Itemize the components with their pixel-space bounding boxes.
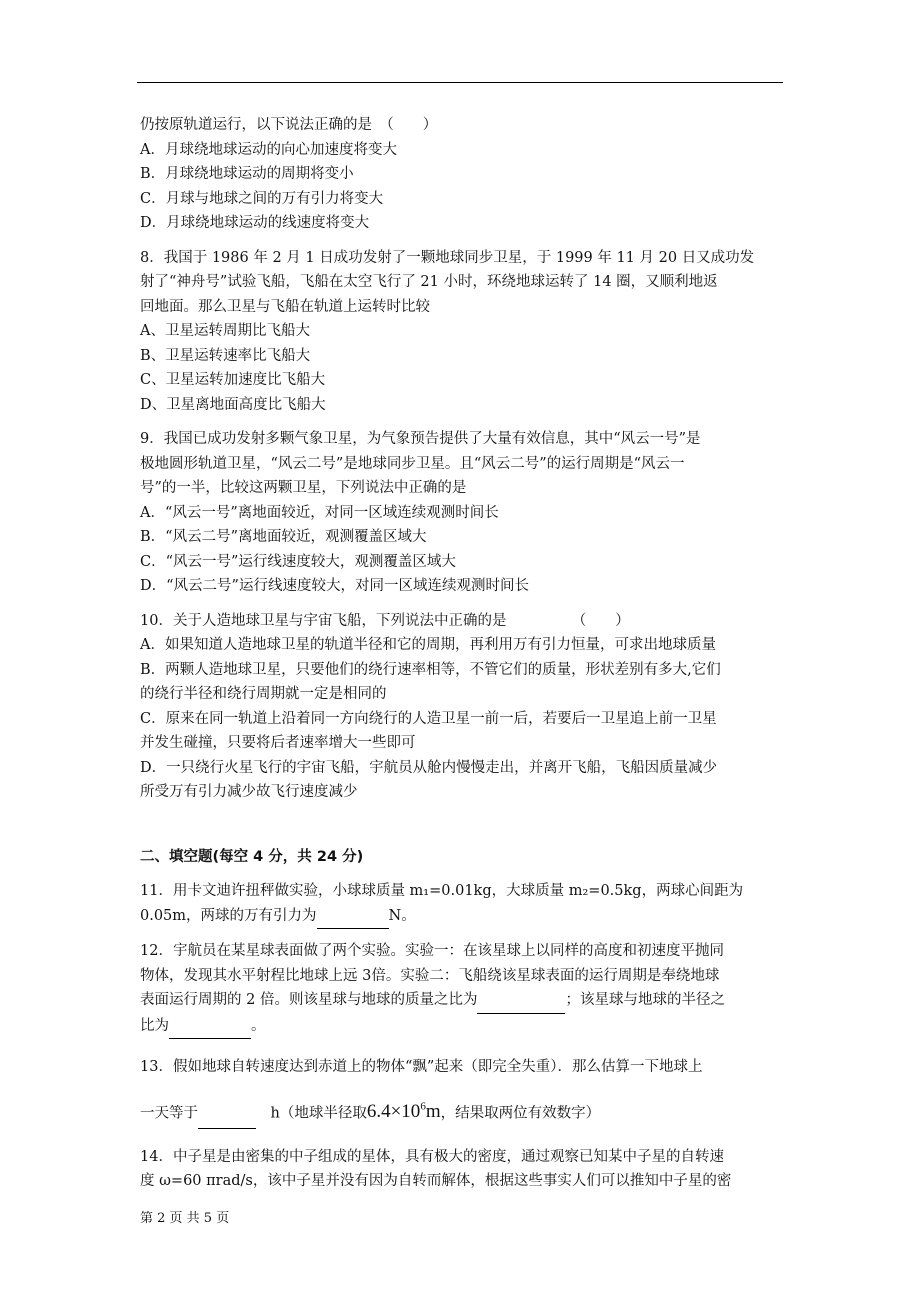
question-text-line — [140, 1092, 786, 1129]
answer-blank[interactable] — [477, 988, 565, 1014]
question-text-line: 射了“神舟号”试验飞船，飞船在太空飞行了 21 小时，环绕地球运转了 14 圈，又顺利地返 — [140, 274, 718, 290]
question-text-line: 12．宇航员在某星球表面做了两个实验。实验一：在该星球上以同样的高度和初速度平抛同 — [140, 943, 724, 959]
option-d: D．一只绕行火星飞行的宇宙飞船，宇航员从舱内慢慢走出，并离开飞船，飞船因质量减少 — [140, 759, 718, 776]
question-8 — [140, 246, 786, 418]
question-text: h（地球半径取 — [256, 1104, 367, 1121]
option-d-cont: 所受万有引力减少故飞行速度减少 — [140, 784, 358, 800]
question-text: 比为 — [140, 1017, 169, 1034]
question-text: 0.05m，两球的万有引力为 — [140, 907, 317, 924]
option-b: B．月球绕地球运动的周期将变小 — [140, 166, 354, 182]
question-12 — [140, 939, 786, 1039]
header-rule — [137, 82, 783, 83]
question-stem: 仍按原轨道运行，以下说法正确的是 （ ） — [140, 117, 438, 133]
option-d: D、卫星离地面高度比飞船大 — [140, 396, 326, 413]
option-b-cont: 的绕行半径和绕行周期就一定是相同的 — [140, 686, 387, 702]
section-title: 二、填空题(每空 4 分，共 24 分) — [140, 848, 364, 865]
question-13 — [140, 1055, 786, 1129]
option-c: C．月球与地球之间的万有引力将变大 — [140, 190, 384, 207]
page-footer: 第 2 页 共 5 页 — [140, 1211, 230, 1226]
question-text: 表面运行周期的 2 倍。则该星球与地球的质量之比为 — [140, 992, 478, 1008]
option-b: B．“风云二号”离地面较近，观测覆盖区域大 — [140, 529, 427, 545]
option-b: B．两颗人造地球卫星，只要他们的绕行速率相等，不管它们的质量，形状差别有多大,它们 — [140, 661, 721, 678]
option-d: D．“风云二号”运行线速度较大，对同一区域连续观测时间长 — [140, 578, 529, 594]
question-9 — [140, 427, 786, 599]
question-text: 一天等于 — [140, 1104, 198, 1121]
question-text-line: 极地圆形轨道卫星，“风云二号”是地球同步卫星。且“风云二号”的运行周期是“风云一 — [140, 455, 685, 472]
option-a: A．“风云一号”离地面较近，对同一区域连续观测时间长 — [140, 504, 499, 521]
question-text-line: 13．假如地球自转速度达到赤道上的物体“飘”起来（即完全失重）．那么估算一下地球上 — [140, 1059, 703, 1075]
option-c: C．“风云一号”运行线速度较大，观测覆盖区域大 — [140, 553, 456, 570]
question-text-line: 号”的一半，比较这两颗卫星，下列说法中正确的是 — [140, 480, 467, 496]
exam-page — [140, 113, 786, 1194]
question-14 — [140, 1145, 786, 1194]
option-c: C、卫星运转加速度比飞船大 — [140, 372, 326, 388]
question-text-line: 14．中子星是由密集的中子组成的星体，具有极大的密度，通过观察已知某中子星的自转速 — [140, 1148, 724, 1165]
unit-text: N。 — [388, 907, 416, 924]
question-7-tail — [140, 113, 786, 236]
option-b: B、卫星运转速率比飞船大 — [140, 347, 311, 364]
question-text-line: 8．我国于 1986 年 2 月 1 日成功发射了一颗地球同步卫星，于 1999 年 11 月 20 日又成功发 — [140, 249, 755, 266]
question-text-line: 回地面。那么卫星与飞船在轨道上运转时比较 — [140, 298, 430, 315]
question-text: ；该星球与地球的半径之 — [565, 992, 725, 1008]
answer-blank[interactable] — [169, 1014, 251, 1040]
answer-blank[interactable] — [317, 904, 389, 930]
question-text: 。 — [251, 1017, 266, 1034]
question-text-line: 9．我国已成功发射多颗气象卫星，为气象预告提供了大量有效信息，其中“风云一号”是 — [140, 431, 701, 447]
answer-blank[interactable] — [198, 1098, 256, 1129]
question-text: ，结果取两位有效数字） — [440, 1104, 601, 1121]
question-10 — [140, 609, 786, 805]
question-text-line: 度 ω=60 πrad/s，该中子星并没有因为自转而解体，根据这些事实人们可以推知中子星的密 — [140, 1173, 732, 1190]
option-a: A、卫星运转周期比飞船大 — [140, 323, 310, 339]
option-d: D．月球绕地球运动的线速度将变大 — [140, 215, 370, 231]
question-text-line — [140, 1014, 786, 1040]
question-text-line: 物体，发现其水平射程比地球上远 3倍。实验二：飞船绕该星球表面的运行周期是奉绕地球 — [140, 967, 720, 984]
option-c-cont: 并发生碰撞，只要将后者速率增大一些即可 — [140, 735, 416, 751]
earth-radius-formula: $6.4\times 10^6m$ — [366, 1100, 441, 1122]
question-stem: 10．关于人造地球卫星与宇宙飞船，下列说法中正确的是 （ ） — [140, 612, 630, 629]
question-text-line: 11．用卡文迪许扭秤做实验，小球球质量 m₁=0.01kg，大球质量 m₂=0.5kg，两球心间距为 — [140, 883, 744, 899]
question-text-line — [140, 988, 786, 1014]
option-c: C．原来在同一轨道上沿着同一方向绕行的人造卫星一前一后，若要后一卫星追上前一卫星 — [140, 710, 717, 727]
question-text-line — [140, 904, 786, 930]
option-a: A．月球绕地球运动的向心加速度将变大 — [140, 141, 397, 158]
question-11 — [140, 879, 786, 929]
option-a: A．如果知道人造地球卫星的轨道半径和它的周期，再利用万有引力恒量，可求出地球质量 — [140, 637, 716, 653]
